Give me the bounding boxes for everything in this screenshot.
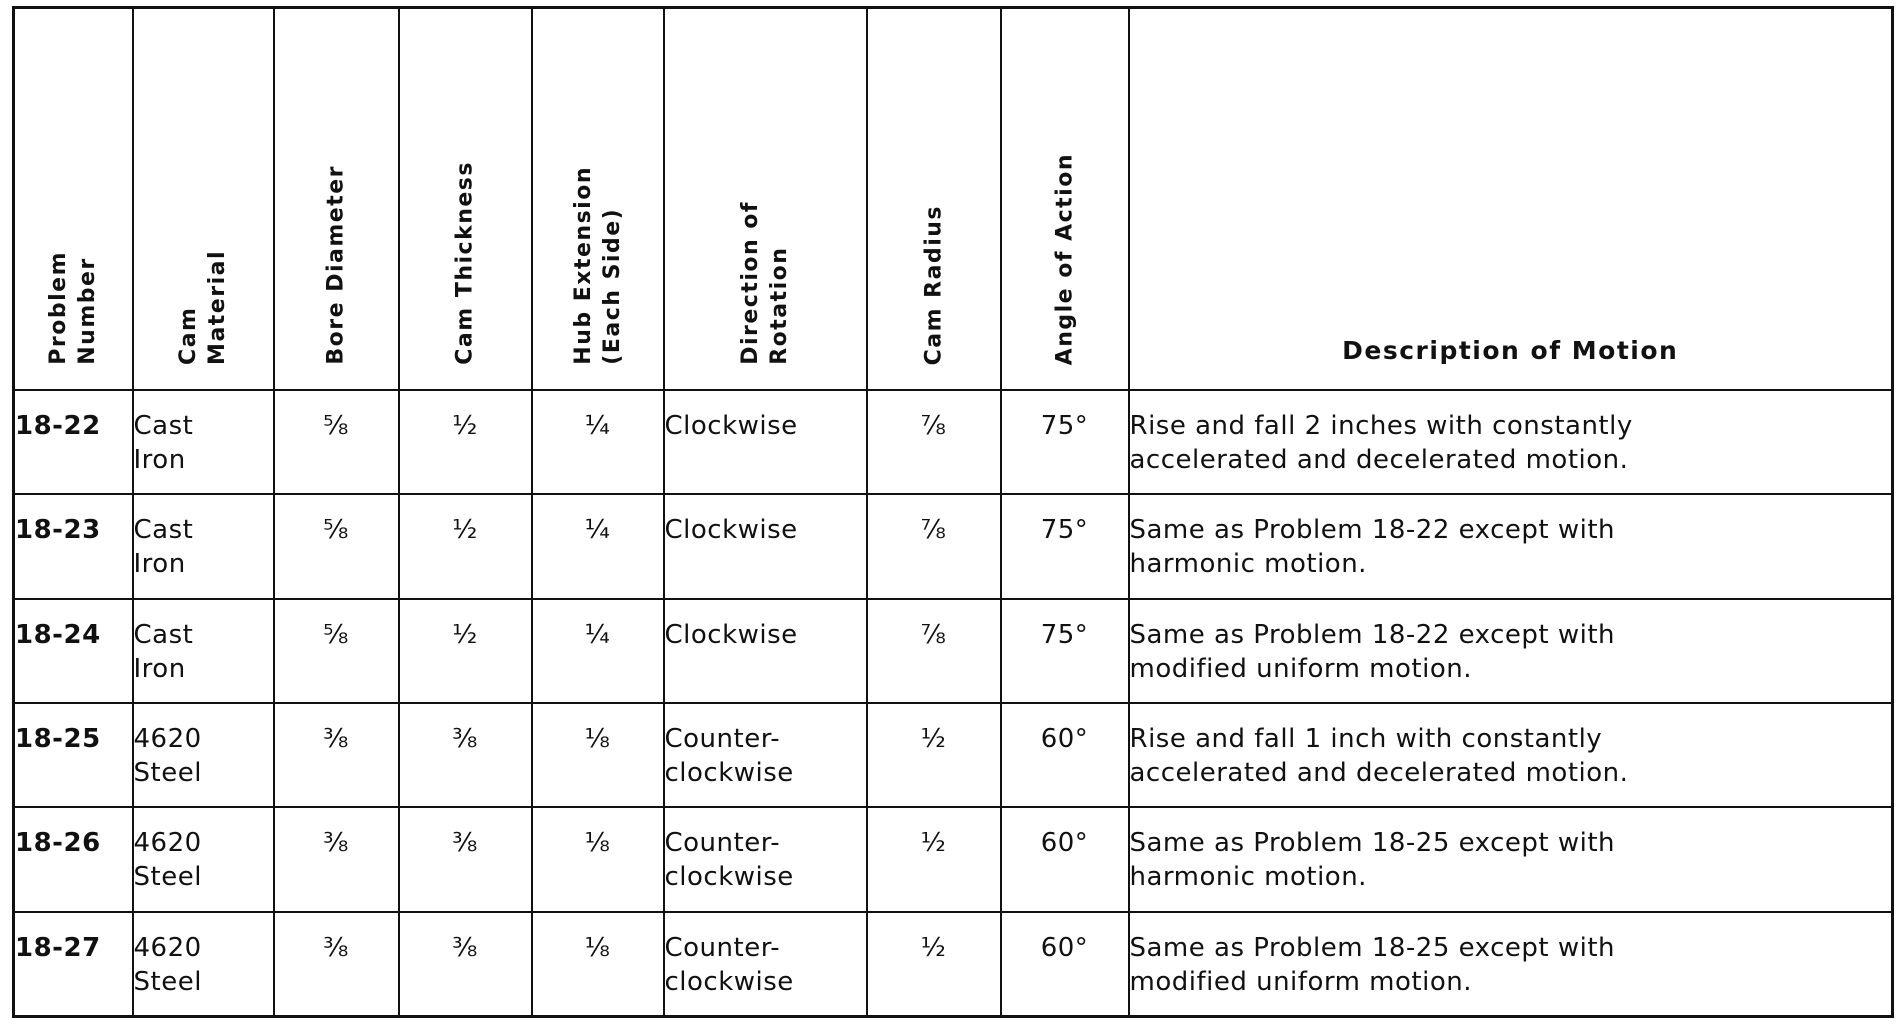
direction-of-rotation-cell <box>664 390 867 494</box>
cam-material-line: Iron <box>133 653 186 684</box>
description-line: Same as Problem 18-22 except with <box>1129 515 1616 546</box>
cam-material-line: 4620 <box>133 828 202 859</box>
problem-number-cell: 18-26 <box>14 807 133 911</box>
direction-of-rotation-cell <box>664 599 867 703</box>
description-line: Rise and fall 2 inches with constantly <box>1129 411 1633 441</box>
problem-number-cell: 18-24 <box>14 599 133 703</box>
description-of-motion-cell <box>1129 807 1893 911</box>
problem-number-cell: 18-25 <box>14 703 133 807</box>
header-problem-number <box>14 8 133 391</box>
cam-material-line: Steel <box>133 862 202 893</box>
cam-thickness-cell: ⅜ <box>399 912 532 1017</box>
description-line: accelerated and decelerated motion. <box>1129 757 1629 788</box>
bore-diameter-cell: ⅝ <box>274 494 399 598</box>
cam-material-line: 4620 <box>133 932 202 963</box>
hub-extension-cell: ¼ <box>532 494 664 598</box>
bore-diameter-cell: ⅜ <box>274 703 399 807</box>
cam-radius-cell: ⅞ <box>867 494 1001 598</box>
description-of-motion-cell <box>1129 599 1893 703</box>
cam-radius-cell: ½ <box>867 703 1001 807</box>
cam-material-line: 4620 <box>133 723 202 754</box>
direction-of-rotation-cell <box>664 494 867 598</box>
bore-diameter-cell: ⅝ <box>274 390 399 494</box>
description-of-motion-cell <box>1129 703 1893 807</box>
description-line: Same as Problem 18-25 except with <box>1129 828 1616 859</box>
cam-material-cell <box>133 390 274 494</box>
header-direction-line-1: Direction of <box>738 201 763 365</box>
cam-radius-cell: ½ <box>867 912 1001 1017</box>
table-row <box>14 807 1893 911</box>
description-line: harmonic motion. <box>1129 549 1367 580</box>
bore-diameter-cell: ⅜ <box>274 807 399 911</box>
header-description-of-motion: Description of Motion <box>1129 8 1893 391</box>
table-row <box>14 912 1893 1017</box>
hub-extension-cell: ⅛ <box>532 807 664 911</box>
angle-of-action-cell: 75° <box>1001 599 1129 703</box>
description-line: modified uniform motion. <box>1129 653 1472 684</box>
hub-extension-cell: ⅛ <box>532 912 664 1017</box>
cam-thickness-cell: ½ <box>399 390 532 494</box>
cam-radius-cell: ⅞ <box>867 599 1001 703</box>
header-cam-radius <box>867 8 1001 391</box>
angle-of-action-cell: 75° <box>1001 494 1129 598</box>
cam-radius-cell: ⅞ <box>867 390 1001 494</box>
cam-problem-table <box>12 6 1894 1018</box>
cam-thickness-cell: ⅜ <box>399 703 532 807</box>
description-line: Same as Problem 18-25 except with <box>1129 932 1616 963</box>
cam-material-line: Cast <box>133 619 194 650</box>
direction-line: clockwise <box>664 862 794 893</box>
cam-radius-cell: ½ <box>867 807 1001 911</box>
description-line: accelerated and decelerated motion. <box>1129 445 1629 475</box>
hub-extension-cell: ¼ <box>532 599 664 703</box>
header-cam-radius-line-1: Cam Radius <box>921 204 946 365</box>
problem-number-cell: 18-27 <box>14 912 133 1017</box>
problem-number-cell: 18-22 <box>14 390 133 494</box>
header-cam-thickness <box>399 8 532 391</box>
header-hub-extension-line-1: Hub Extension <box>570 166 596 365</box>
table-row <box>14 390 1893 494</box>
table-row <box>14 703 1893 807</box>
cam-thickness-cell: ½ <box>399 599 532 703</box>
header-row <box>14 8 1893 391</box>
hub-extension-cell: ¼ <box>532 390 664 494</box>
cam-material-cell <box>133 599 274 703</box>
cam-thickness-cell: ⅜ <box>399 807 532 911</box>
bore-diameter-cell: ⅜ <box>274 912 399 1017</box>
direction-line: Clockwise <box>664 515 798 546</box>
header-bore-diameter-line-1: Bore Diameter <box>323 165 349 365</box>
header-problem-number-line-2: Number <box>75 257 101 365</box>
cam-material-line: Steel <box>133 757 202 788</box>
cam-thickness-cell: ½ <box>399 494 532 598</box>
cam-material-line: Steel <box>133 966 202 997</box>
direction-line: clockwise <box>664 757 794 788</box>
cam-material-cell <box>133 703 274 807</box>
cam-material-line: Cast <box>133 411 194 441</box>
cam-material-cell <box>133 912 274 1017</box>
header-cam-material-line-2: Material <box>205 250 230 365</box>
direction-of-rotation-cell <box>664 912 867 1017</box>
description-line: harmonic motion. <box>1129 862 1367 893</box>
header-cam-thickness-line-1: Cam Thickness <box>452 161 478 365</box>
header-bore-diameter <box>274 8 399 391</box>
table-body <box>14 390 1893 1017</box>
problem-number-cell: 18-23 <box>14 494 133 598</box>
header-direction-line-2: Rotation <box>767 246 792 365</box>
bore-diameter-cell: ⅝ <box>274 599 399 703</box>
angle-of-action-cell: 60° <box>1001 703 1129 807</box>
description-line: Same as Problem 18-22 except with <box>1129 619 1616 650</box>
direction-of-rotation-cell <box>664 807 867 911</box>
description-line: Rise and fall 1 inch with constantly <box>1129 723 1603 754</box>
header-hub-extension <box>532 8 664 391</box>
table-row <box>14 599 1893 703</box>
cam-material-cell <box>133 494 274 598</box>
cam-material-line: Iron <box>133 445 186 475</box>
direction-line: Counter- <box>664 932 781 963</box>
cam-material-cell <box>133 807 274 911</box>
description-line: modified uniform motion. <box>1129 966 1472 997</box>
direction-line: clockwise <box>664 966 794 997</box>
header-cam-material <box>133 8 274 391</box>
angle-of-action-cell: 60° <box>1001 912 1129 1017</box>
direction-line: Counter- <box>664 723 781 754</box>
angle-of-action-cell: 75° <box>1001 390 1129 494</box>
direction-line: Counter- <box>664 828 781 859</box>
header-direction-of-rotation <box>664 8 867 391</box>
direction-line: Clockwise <box>664 619 798 650</box>
description-of-motion-cell <box>1129 390 1893 494</box>
angle-of-action-cell: 60° <box>1001 807 1129 911</box>
direction-of-rotation-cell <box>664 703 867 807</box>
header-angle-of-action-line-1: Angle of Action <box>1052 152 1077 365</box>
header-hub-extension-line-2: (Each Side) <box>599 208 625 365</box>
description-of-motion-cell <box>1129 912 1893 1017</box>
table-row <box>14 494 1893 598</box>
cam-material-line: Iron <box>133 549 186 580</box>
hub-extension-cell: ⅛ <box>532 703 664 807</box>
direction-line: Clockwise <box>664 411 798 441</box>
cam-material-line: Cast <box>133 515 194 546</box>
header-cam-material-line-1: Cam <box>176 306 201 365</box>
header-angle-of-action <box>1001 8 1129 391</box>
description-of-motion-cell <box>1129 494 1893 598</box>
header-problem-number-line-1: Problem <box>46 251 72 365</box>
